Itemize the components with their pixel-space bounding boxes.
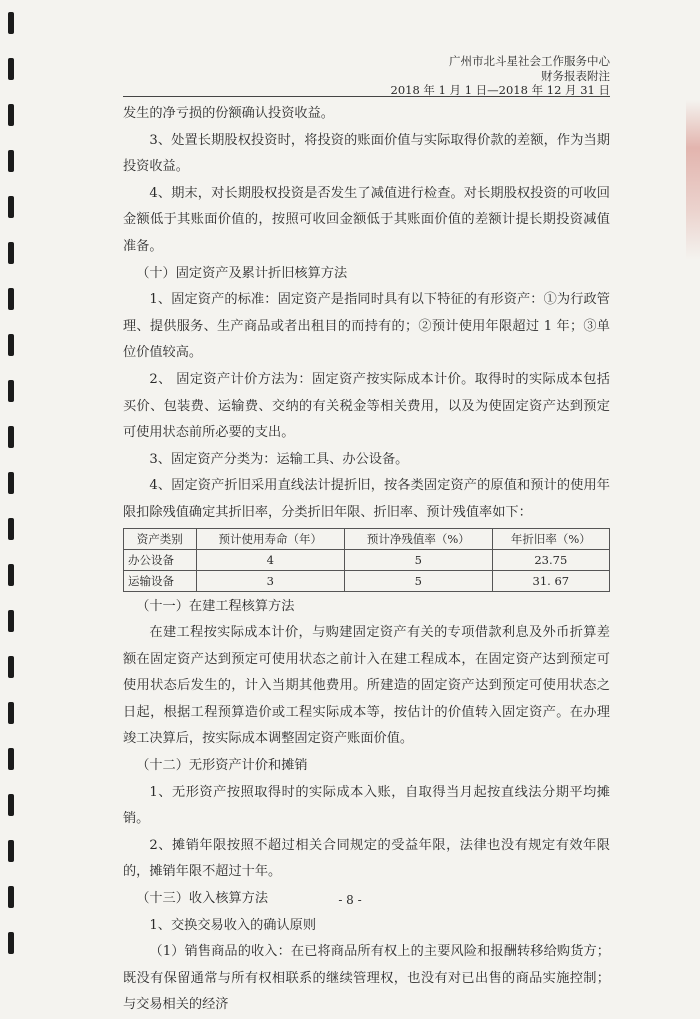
header-rule — [123, 96, 610, 97]
paragraph: 2、摊销年限按照不超过相关合同规定的受益年限，法律也没有规定有效年限的，摊销年限不超过十年。 — [123, 837, 610, 880]
residual-rate: 5 — [344, 549, 492, 570]
header-doc: 财务报表附注 — [541, 68, 610, 83]
table-header-row — [124, 528, 610, 549]
paragraph: 4、固定资产折旧采用直线法计提折旧，按各类固定资产的原值和预计的使用年限扣除残值确定其折旧率，分类折旧年限、折旧率、预计残值率如下： — [123, 478, 610, 520]
paragraph: 3、固定资产分类为：运输工具、办公设备。 — [149, 451, 409, 467]
paragraph: 发生的净亏损的份额确认投资收益。 — [123, 106, 334, 121]
column-header: 资产类别 — [124, 528, 197, 549]
paragraph: （1）销售商品的收入：在已将商品所有权上的主要风险和报酬转移给购货方；既没有保留通常与所有权相联系的继续管理权，也没有对已出售的商品实施控制；与交易相关的经济 — [123, 944, 610, 1013]
useful-life: 4 — [196, 549, 344, 570]
depreciation-rate: 23.75 — [492, 549, 609, 570]
header-org: 广州市北斗星社会工作服务中心 — [449, 54, 610, 68]
table-row — [124, 570, 610, 591]
table-row — [124, 549, 610, 570]
paragraph: 1、无形资产按照取得时的实际成本入账，自取得当月起按直线法分期平均摊销。 — [123, 784, 610, 827]
header-period: 2018 年 1 月 1 日—2018 年 12 月 31 日 — [390, 83, 610, 97]
section-heading: （十）固定资产及累计折旧核算方法 — [136, 265, 348, 281]
column-header: 年折旧率（%） — [492, 528, 609, 549]
asset-category: 运输设备 — [124, 570, 197, 591]
section-heading: （十二）无形资产计价和摊销 — [136, 758, 308, 774]
useful-life: 3 — [196, 570, 344, 591]
paragraph: 1、交换交易收入的确认原则 — [149, 917, 317, 933]
page-header — [391, 54, 611, 98]
paragraph: 2、 固定资产计价方法为：固定资产按实际成本计价。取得时的实际成本包括买价、包装费、运输费、交纳的有关税金等相关费用，以及为使固定资产达到预定可使用状态前所必要的支出。 — [123, 371, 610, 441]
residual-rate: 5 — [344, 570, 492, 591]
depreciation-rate: 31. 67 — [492, 570, 609, 591]
section-heading: （十一）在建工程核算方法 — [136, 598, 295, 614]
depreciation-table — [123, 528, 610, 592]
binder-holes — [8, 0, 22, 963]
document-body — [123, 101, 610, 1019]
paragraph: 3、处置长期股权投资时，将投资的账面价值与实际取得价款的差额，作为当期投资收益。 — [123, 132, 610, 175]
paragraph: 4、期末，对长期股权投资是否发生了减值进行检查。对长期股权投资的可收回金额低于其账面价值的，按照可收回金额低于其账面价值的差额计提长期投资减值准备。 — [123, 185, 610, 254]
paragraph: 在建工程按实际成本计价，与购建固定资产有关的专项借款利息及外币折算差额在固定资产达到预定可使用状态之前计入在建工程成本，在固定资产达到预定可使用状态后发生的，计入当期其他费用。所建造的固定资产达到预定可使用状态之日起，根据工程预算造价或工程实际成本等，按估计的价值转入固定资产。在办理竣工决算后，按实际成本调整固定资产账面价值。 — [123, 625, 610, 747]
asset-category: 办公设备 — [124, 549, 197, 570]
seal-stain — [686, 100, 700, 260]
section-heading: （十三）收入核算方法 — [136, 891, 269, 907]
column-header: 预计使用寿命（年） — [196, 528, 344, 549]
paragraph: 1、固定资产的标准：固定资产是指同时具有以下特征的有形资产：①为行政管理、提供服务、生产商品或者出租目的而持有的；②预计使用年限超过 1 年；③单位价值较高。 — [123, 292, 610, 361]
column-header: 预计净残值率（%） — [344, 528, 492, 549]
page-number: - 8 - — [338, 893, 362, 907]
